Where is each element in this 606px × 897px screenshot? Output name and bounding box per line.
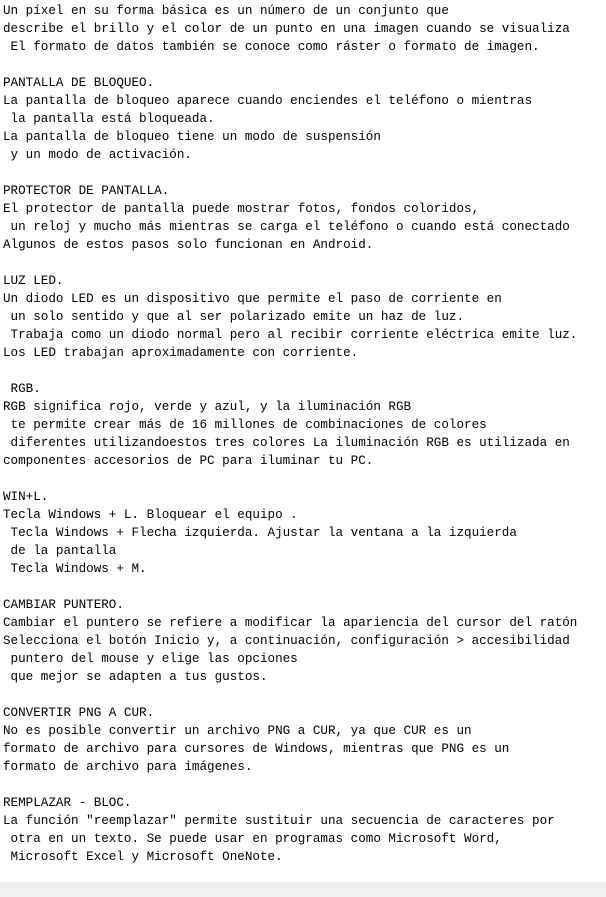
text-line: La pantalla de bloqueo tiene un modo de suspensión — [3, 130, 381, 144]
horizontal-scrollbar[interactable] — [0, 882, 606, 897]
text-line: El protector de pantalla puede mostrar fotos, fondos coloridos, — [3, 202, 480, 216]
text-line — [3, 164, 606, 182]
text-line: La pantalla de bloqueo aparece cuando enciendes el teléfono o mientras — [3, 94, 533, 108]
text-line: puntero del mouse y elige las opciones — [3, 652, 298, 666]
text-line — [3, 578, 606, 596]
text-line: formato de archivo para imágenes. — [3, 760, 253, 774]
document-text-area[interactable] — [3, 2, 606, 882]
text-line: te permite crear más de 16 millones de combinaciones de colores — [3, 418, 487, 432]
text-line: Un diodo LED es un dispositivo que permite el paso de corriente en — [3, 292, 502, 306]
text-line: la pantalla está bloqueada. — [3, 112, 215, 126]
text-line: PANTALLA DE BLOQUEO. — [3, 76, 155, 90]
text-line: PROTECTOR DE PANTALLA. — [3, 184, 170, 198]
text-line: formato de archivo para cursores de Windows, mientras que PNG es un — [3, 742, 510, 756]
text-line: Selecciona el botón Inicio y, a continuación, configuración > accesibilidad — [3, 634, 570, 648]
text-line — [3, 56, 606, 74]
text-line: que mejor se adapten a tus gustos. — [3, 670, 268, 684]
text-line: un solo sentido y que al ser polarizado emite un haz de luz. — [3, 310, 465, 324]
text-line: La función "reemplazar" permite sustituir una secuencia de caracteres por — [3, 814, 555, 828]
text-line: describe el brillo y el color de un punto en una imagen cuando se visualiza — [3, 22, 570, 36]
text-line: CAMBIAR PUNTERO. — [3, 598, 124, 612]
text-line: componentes accesorios de PC para iluminar tu PC. — [3, 454, 374, 468]
text-line: RGB significa rojo, verde y azul, y la iluminación RGB — [3, 400, 412, 414]
text-line — [3, 362, 606, 380]
text-line: Tecla Windows + L. Bloquear el equipo . — [3, 508, 298, 522]
text-line: WIN+L. — [3, 490, 49, 504]
text-line: diferentes utilizandoestos tres colores La iluminación RGB es utilizada en — [3, 436, 570, 450]
text-line: Tecla Windows + Flecha izquierda. Ajustar la ventana a la izquierda — [3, 526, 517, 540]
text-line: LUZ LED. — [3, 274, 64, 288]
text-line: CONVERTIR PNG A CUR. — [3, 706, 155, 720]
text-line: Tecla Windows + M. — [3, 562, 147, 576]
text-line: de la pantalla — [3, 544, 117, 558]
text-line: Microsoft Excel y Microsoft OneNote. — [3, 850, 283, 864]
text-line: Los LED trabajan aproximadamente con corriente. — [3, 346, 359, 360]
text-line: El formato de datos también se conoce como ráster o formato de imagen. — [3, 40, 540, 54]
text-line: No es posible convertir un archivo PNG a CUR, ya que CUR es un — [3, 724, 472, 738]
text-line — [3, 686, 606, 704]
text-line: Algunos de estos pasos solo funcionan en Android. — [3, 238, 374, 252]
text-line: otra en un texto. Se puede usar en programas como Microsoft Word, — [3, 832, 502, 846]
text-line: y un modo de activación. — [3, 148, 192, 162]
text-line: RGB. — [3, 382, 41, 396]
text-line: REMPLAZAR - BLOC. — [3, 796, 132, 810]
text-line — [3, 254, 606, 272]
text-line: Cambiar el puntero se refiere a modificar la apariencia del cursor del ratón — [3, 616, 578, 630]
text-line: Un píxel en su forma básica es un número de un conjunto que — [3, 4, 449, 18]
text-line: Trabaja como un diodo normal pero al recibir corriente eléctrica emite luz. — [3, 328, 578, 342]
text-line — [3, 776, 606, 794]
text-line: un reloj y mucho más mientras se carga el teléfono o cuando está conectado — [3, 220, 570, 234]
text-line — [3, 470, 606, 488]
